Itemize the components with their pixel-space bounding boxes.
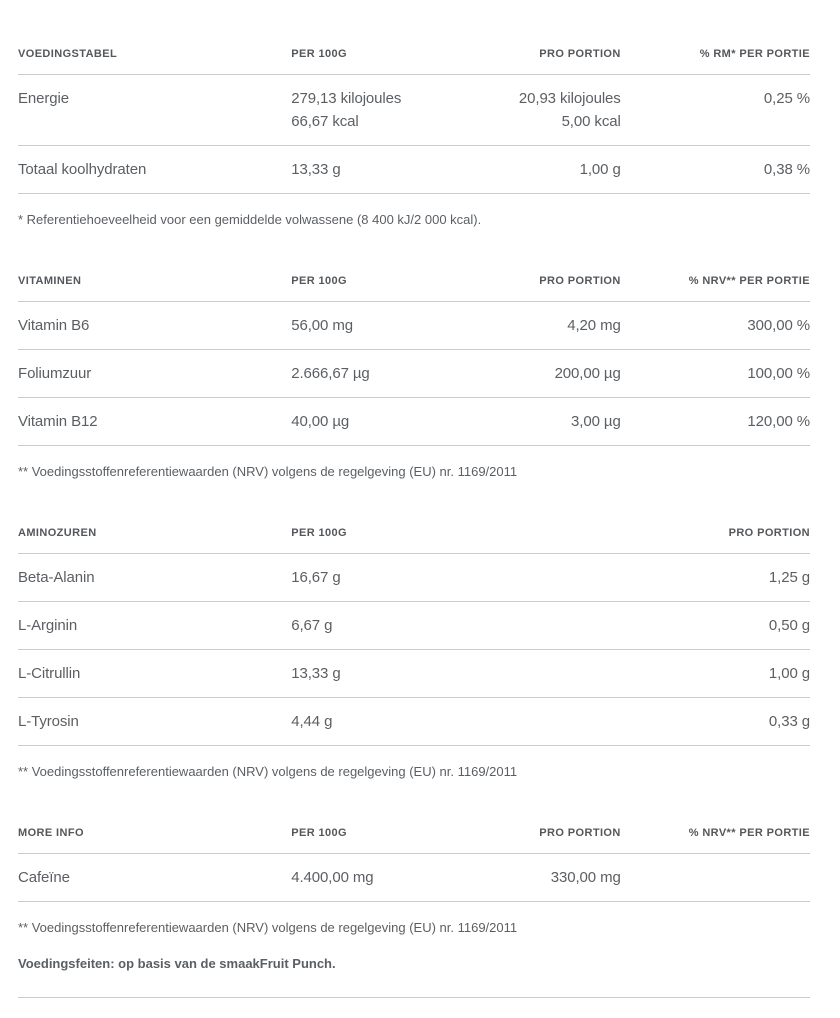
cell-portion: 4,20 mg bbox=[567, 317, 621, 334]
footnote: * Referentiehoeveelheid voor een gemiddelde volwassene (8 400 kJ/2 000 kcal). bbox=[18, 212, 482, 227]
footnote-flavor-basis: Voedingsfeiten: op basis van de smaakFruit Punch. bbox=[18, 956, 336, 971]
table-header-row bbox=[18, 275, 810, 302]
cell-per100g-line1: 279,13 kilojoules bbox=[291, 90, 402, 107]
cell-nrv: 300,00 % bbox=[747, 317, 810, 334]
table-row bbox=[18, 350, 810, 398]
cell-portion bbox=[456, 87, 621, 133]
column-header-per100g: PER 100G bbox=[291, 527, 348, 539]
cell-portion-line1: 20,93 kilojoules bbox=[518, 90, 621, 107]
cell-label: Totaal koolhydraten bbox=[18, 161, 147, 178]
cell-portion: 0,33 g bbox=[768, 713, 810, 730]
footnote: ** Voedingsstoffenreferentiewaarden (NRV) volgens de regelgeving (EU) nr. 1169/2011 bbox=[18, 920, 518, 935]
table-row bbox=[18, 554, 810, 602]
table-row bbox=[18, 698, 810, 746]
table-row bbox=[18, 75, 810, 146]
table-header-row bbox=[18, 48, 810, 75]
cell-label: Foliumzuur bbox=[18, 365, 92, 382]
cell-portion: 0,50 g bbox=[768, 617, 810, 634]
column-header-per100g: PER 100G bbox=[291, 827, 348, 839]
cell-per100g: 13,33 g bbox=[291, 665, 341, 682]
column-header-title: VITAMINEN bbox=[18, 275, 82, 287]
cell-per100g: 6,67 g bbox=[291, 617, 333, 634]
cell-per100g: 2.666,67 µg bbox=[291, 365, 370, 382]
cell-portion: 3,00 µg bbox=[571, 413, 621, 430]
table-row bbox=[18, 302, 810, 350]
cell-per100g: 40,00 µg bbox=[291, 413, 350, 430]
cell-label: Vitamin B12 bbox=[18, 413, 98, 430]
cell-nrv: 120,00 % bbox=[747, 413, 810, 430]
column-header-title: AMINOZUREN bbox=[18, 527, 97, 539]
cell-portion-line2: 5,00 kcal bbox=[561, 113, 621, 130]
cell-label: Beta-Alanin bbox=[18, 569, 95, 586]
cell-per100g: 16,67 g bbox=[291, 569, 341, 586]
cell-portion: 330,00 mg bbox=[550, 869, 621, 886]
cell-per100g bbox=[291, 87, 456, 133]
column-header-portion: PRO PORTION bbox=[539, 275, 621, 287]
cell-per100g: 4.400,00 mg bbox=[291, 869, 374, 886]
cell-label: L-Tyrosin bbox=[18, 713, 79, 730]
table-row bbox=[18, 854, 810, 902]
cell-label: L-Arginin bbox=[18, 617, 78, 634]
column-header-portion: PRO PORTION bbox=[539, 827, 621, 839]
cell-portion: 1,00 g bbox=[579, 161, 621, 178]
column-header-nrv: % NRV** PER PORTIE bbox=[688, 275, 810, 287]
cell-portion: 200,00 µg bbox=[554, 365, 621, 382]
section-more-info bbox=[18, 827, 810, 998]
table-header-row bbox=[18, 827, 810, 854]
table-row bbox=[18, 602, 810, 650]
bottom-divider bbox=[18, 997, 810, 998]
table-header-row bbox=[18, 527, 810, 554]
table-row bbox=[18, 146, 810, 194]
footnote: ** Voedingsstoffenreferentiewaarden (NRV) volgens de regelgeving (EU) nr. 1169/2011 bbox=[18, 764, 518, 779]
column-header-per100g: PER 100G bbox=[291, 48, 348, 60]
cell-per100g: 56,00 mg bbox=[291, 317, 353, 334]
cell-per100g: 13,33 g bbox=[291, 161, 341, 178]
cell-portion: 1,00 g bbox=[768, 665, 810, 682]
section-voedingstabel bbox=[18, 48, 810, 230]
column-header-title: VOEDINGSTABEL bbox=[18, 48, 118, 60]
column-header-portion: PRO PORTION bbox=[728, 527, 810, 539]
cell-per100g: 4,44 g bbox=[291, 713, 333, 730]
table-row bbox=[18, 398, 810, 446]
cell-nrv: 100,00 % bbox=[747, 365, 810, 382]
column-header-nrv: % NRV** PER PORTIE bbox=[688, 827, 810, 839]
column-header-title: MORE INFO bbox=[18, 827, 84, 839]
column-header-per100g: PER 100G bbox=[291, 275, 348, 287]
footnote: ** Voedingsstoffenreferentiewaarden (NRV) volgens de regelgeving (EU) nr. 1169/2011 bbox=[18, 464, 518, 479]
section-aminozuren bbox=[18, 527, 810, 782]
cell-label: L-Citrullin bbox=[18, 665, 81, 682]
cell-nrv: 0,38 % bbox=[763, 161, 810, 178]
cell-label: Cafeïne bbox=[18, 869, 70, 886]
cell-label: Vitamin B6 bbox=[18, 317, 90, 334]
section-vitaminen bbox=[18, 275, 810, 482]
table-row bbox=[18, 650, 810, 698]
cell-portion: 1,25 g bbox=[768, 569, 810, 586]
column-header-portion: PRO PORTION bbox=[539, 48, 621, 60]
column-header-nrv: % RM* PER PORTIE bbox=[699, 48, 810, 60]
cell-label: Energie bbox=[18, 90, 70, 107]
cell-nrv: 0,25 % bbox=[763, 90, 810, 107]
cell-per100g-line2: 66,67 kcal bbox=[291, 113, 359, 130]
